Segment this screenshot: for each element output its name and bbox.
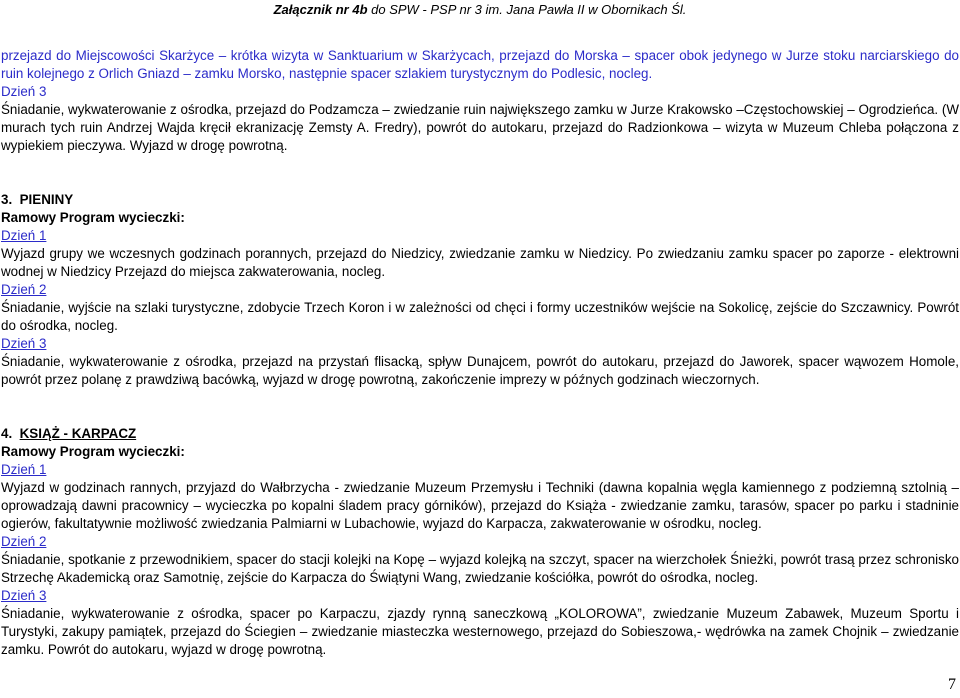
page-header <box>0 2 960 17</box>
section4-name: KSIĄŻ - KARPACZ <box>19 426 137 441</box>
section2-day3-text: Śniadanie, wykwaterowanie z ośrodka, przejazd do Podzamcza – zwiedzanie ruin największego zamku w Jurze Krakowsko –Częstochowskiej – Ogrodzieńca. (W murach tych ruin Andrzej Wajda kręcił ekranizację Zemsty A. Fredry), powrót do autokaru, przejazd do Radzionkowa – wizyta w Muzeum Chleba połączona z wypiekiem pieczywa. Wyjazd w drogę powrotną. <box>1 102 959 153</box>
section3-program-label: Ramowy Program wycieczki: <box>1 210 185 225</box>
section4-title <box>1 425 959 443</box>
section3-day1-text: Wyjazd grupy we wczesnych godzinach porannych, przejazd do Niedzicy, zwiedzanie zamku w Niedzicy. Po zwiedzaniu zamku spacer po zaporze - elektrowni wodnej w Niedzicy Przejazd do miejsca zakwaterowania, nocleg. <box>1 246 959 279</box>
section4-day2-label: Dzień 2 <box>1 534 47 549</box>
header-suffix: do SPW - PSP nr 3 im. Jana Pawła II w Obornikach Śl. <box>367 2 687 17</box>
section3-title <box>1 191 959 209</box>
section3-day3-text: Śniadanie, wykwaterowanie z ośrodka, przejazd na przystań flisacką, spływ Dunajcem, powrót do autokaru, przejazd do Jaworek, spacer wąwozem Homole, powrót przez polanę z prawdziwą bacówką, wyjazd w drogę powrotną, zakończenie imprezy w późnych godzinach wieczornych. <box>1 354 959 387</box>
section3-day1-label: Dzień 1 <box>1 228 47 243</box>
page-number: 7 <box>948 676 956 693</box>
section4-day3-text: Śniadanie, wykwaterowanie z ośrodka, spacer po Karpaczu, zjazdy rynną saneczkową „KOLOROWA”, zwiedzanie Muzeum Zabawek, Muzeum Sportu i Turystyki, zakupy pamiątek, przejazd do Ściegien – zwiedzanie miasteczka westernowego, przejazd do Sobieszowa,- wędrówka na zamek Chojnik – zwiedzanie zamku. Powrót do autokaru, wyjazd w drogę powrotną. <box>1 606 959 657</box>
section4-day1-label: Dzień 1 <box>1 462 47 477</box>
section3-day2-text: Śniadanie, wyjście na szlaki turystyczne, zdobycie Trzech Koron i w zależności od chęci i formy uczestników wejście na Sokolicę, zejście do Szczawnicy. Powrót do ośrodka, nocleg. <box>1 300 959 333</box>
section4-day3-label: Dzień 3 <box>1 588 47 603</box>
section4-day1-text: Wyjazd w godzinach rannych, przyjazd do Wałbrzycha - zwiedzanie Muzeum Przemysłu i Techniki (dawna kopalnia węgla kamiennego z podziemną sztolnią – oprowadzają dawni pracownicy – wycieczka po kopalni śladem pracy górników), przejazd do Książa - zwiedzanie zamku, tarasów, spacer po parku i stadninie ogierów, fakultatywnie możliwość zwiedzania Palmiarni w Lubachowie, wyjazd do Karpacza, zakwaterowanie w ośrodku, nocleg. <box>1 480 959 531</box>
section4-number: 4. <box>1 426 13 441</box>
section3-day2-label: Dzień 2 <box>1 282 47 297</box>
header-prefix: Załącznik nr 4b <box>273 2 368 17</box>
section2-day3-label: Dzień 3 <box>1 84 47 99</box>
section2-intro: przejazd do Miejscowości Skarżyce – krótka wizyta w Sanktuarium w Skarżycach, przejazd do Morska – spacer obok jedynego w Jurze stoku narciarskiego do ruin kolejnego z Orlich Gniazd – zamku Morsko, następnie spacer szlakiem turystycznym do Podlesic, nocleg. <box>1 48 959 81</box>
section3-day3-label: Dzień 3 <box>1 336 47 351</box>
document-body <box>1 47 959 659</box>
section4-program-label: Ramowy Program wycieczki: <box>1 444 185 459</box>
section3-number: 3. <box>1 192 13 207</box>
section4-day2-text: Śniadanie, spotkanie z przewodnikiem, spacer do stacji kolejki na Kopę – wyjazd kolejką na szczyt, spacer na wierzchołek Śnieżki, powrót trasą przez schronisko Strzechę Akademicką oraz Samotnię, zejście do Karpacza do Świątyni Wang, zwiedzanie kościółka, powrót do ośrodka, nocleg. <box>1 552 959 585</box>
section3-name: PIENINY <box>19 192 74 207</box>
